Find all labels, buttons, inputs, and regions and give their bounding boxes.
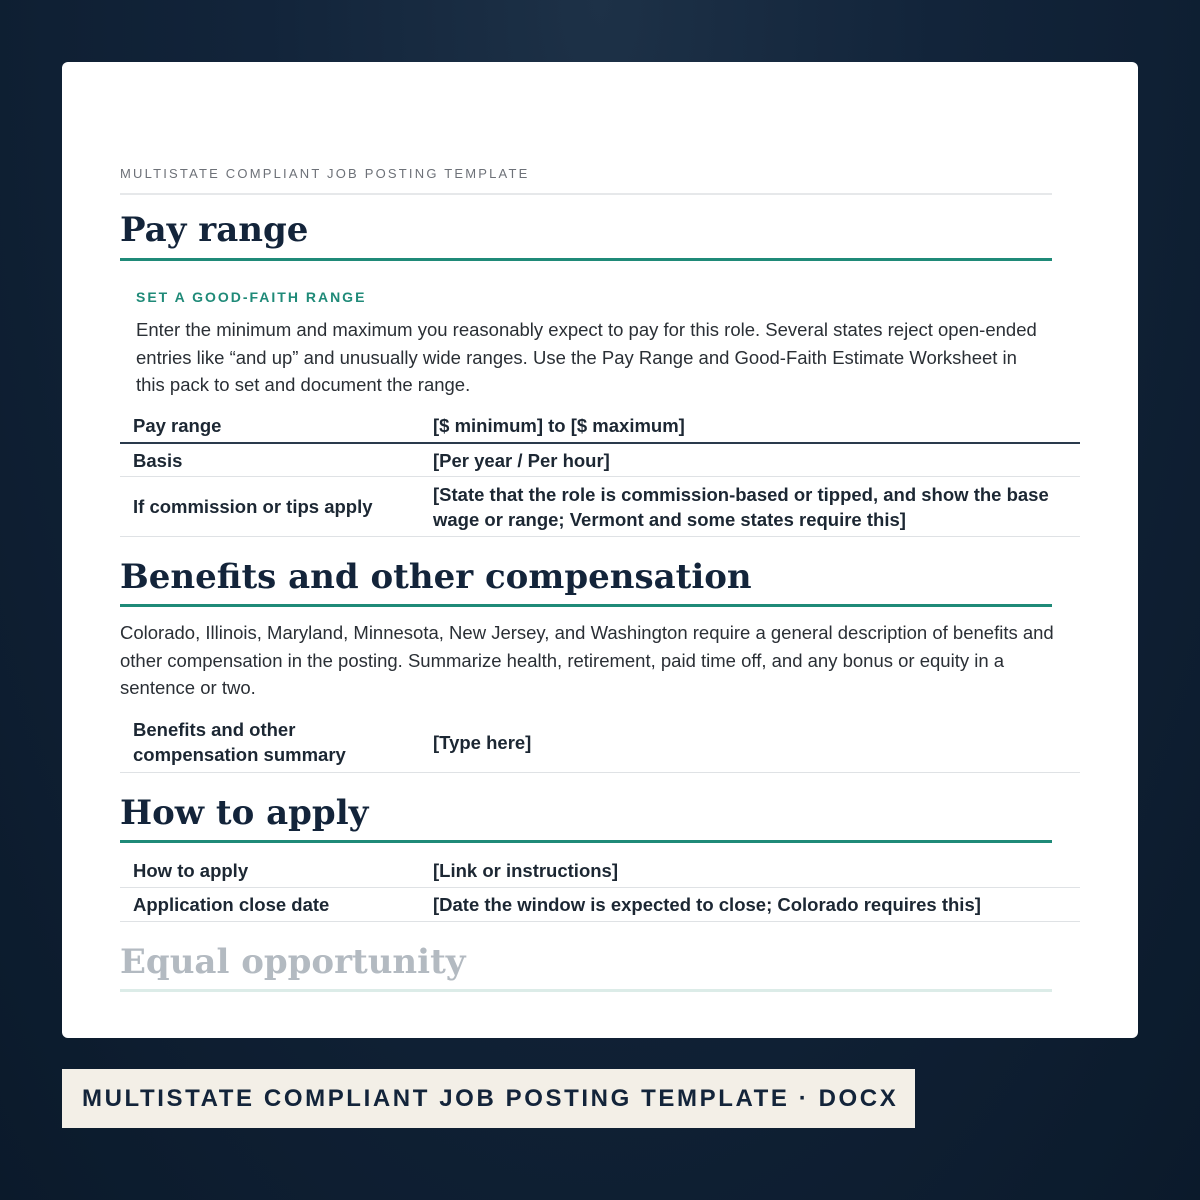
pay-range-instructions: Enter the minimum and maximum you reasonably expect to pay for this role. Several states reject open-ended entries like “and up” and unusually wide ranges. Use the Pay Range and Good-Faith Estimate Worksheet in this pack to set and document the range.	[136, 319, 1037, 395]
how-to-apply-heading-rule	[120, 840, 1052, 843]
row-label: Basis	[133, 449, 183, 471]
document-header: MULTISTATE COMPLIANT JOB POSTING TEMPLATE	[120, 166, 530, 181]
row-label: Benefits and other compensation summary	[133, 719, 346, 765]
benefits-heading: Benefits and other compensation	[120, 557, 752, 597]
document-preview-card	[62, 62, 1138, 1038]
good-faith-subheading: SET A GOOD-FAITH RANGE	[136, 289, 367, 305]
row-label: If commission or tips apply	[133, 496, 373, 517]
table-row-basis	[120, 444, 1080, 477]
equal-opportunity-heading: Equal opportunity	[120, 942, 466, 982]
row-label: Application close date	[133, 894, 330, 915]
file-type-label	[62, 1069, 915, 1128]
row-label: Pay range	[133, 414, 222, 436]
equal-opportunity-heading-rule	[120, 989, 1052, 992]
benefits-heading-rule	[120, 604, 1052, 607]
row-value-field[interactable]: [Per year / Per hour]	[433, 449, 610, 471]
row-value-field[interactable]: [State that the role is commission-based or tipped, and show the base wage or range; Vermont and some states require this]	[433, 483, 1049, 530]
pay-range-heading: Pay range	[120, 210, 309, 250]
table-row-pay-range	[120, 408, 1080, 444]
table-row-how-to-apply	[120, 853, 1080, 888]
how-to-apply-heading: How to apply	[120, 793, 369, 833]
header-divider	[120, 193, 1052, 195]
table-row-close-date	[120, 888, 1080, 922]
table-row-commission-tips	[120, 477, 1080, 537]
row-value-field[interactable]: [Link or instructions]	[433, 859, 618, 881]
row-value-field[interactable]: [Type here]	[433, 731, 532, 753]
row-value-field[interactable]: [Date the window is expected to close; Colorado requires this]	[433, 894, 981, 915]
row-value-field[interactable]: [$ minimum] to [$ maximum]	[433, 414, 685, 436]
row-label: How to apply	[133, 859, 249, 881]
footer-label-text: MULTISTATE COMPLIANT JOB POSTING TEMPLATE · DOCX	[82, 1084, 899, 1112]
pay-range-heading-rule	[120, 258, 1052, 261]
benefits-instructions: Colorado, Illinois, Maryland, Minnesota, New Jersey, and Washington require a general description of benefits and other compensation in the posting. Summarize health, retirement, paid time off, and any bonus or equity in a sentence or two.	[120, 622, 1054, 698]
table-row-benefits-summary	[120, 712, 1080, 773]
